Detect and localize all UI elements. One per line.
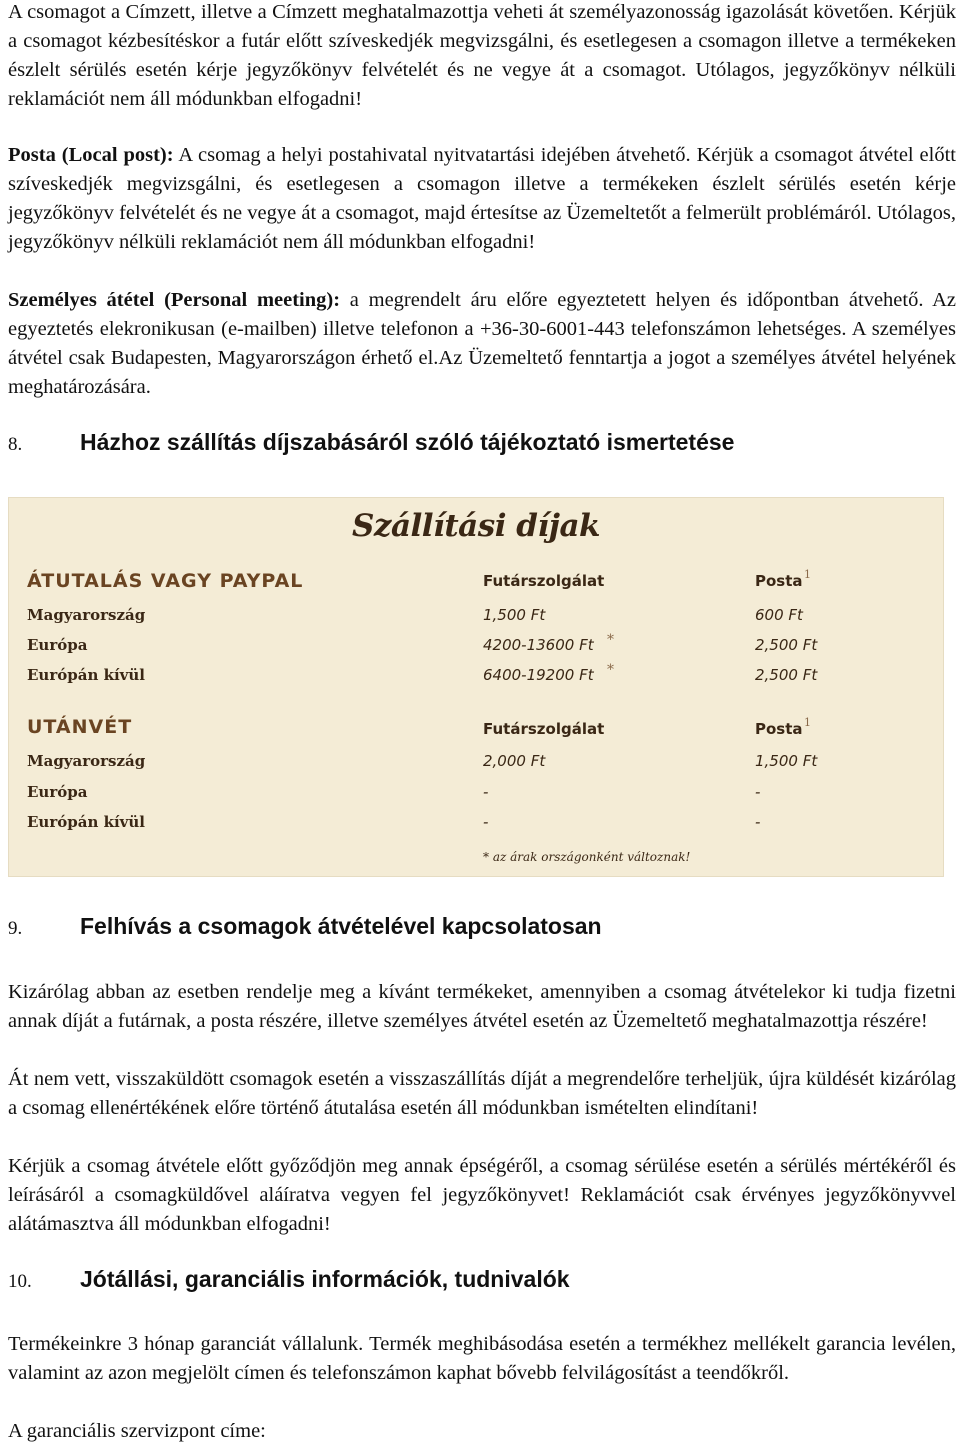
section-8-number: 8. bbox=[8, 434, 23, 455]
column-courier-cod: Futárszolgálat bbox=[483, 720, 605, 738]
row-label-hungary-cod: Magyarország bbox=[27, 752, 146, 770]
asterisk-europe: * bbox=[607, 632, 614, 648]
section-10-number: 10. bbox=[8, 1271, 32, 1292]
paragraph-payment-ability: Kizárólag abban az esetben rendelje meg a kívánt termékeket, amennyiben a csomag átvételekor ki tudja fizetni annak díját a futárnak, a posta részére, illetve személyes átvétel esetén az Üzemeltető meghatalmazottja részére! bbox=[8, 981, 956, 1032]
price-courier-outside-europe: 6400-19200 Ft bbox=[483, 666, 594, 684]
footnote-mark-cod: 1 bbox=[804, 716, 811, 729]
paragraph-local-post bbox=[8, 141, 956, 257]
price-courier-europe: 4200-13600 Ft bbox=[483, 636, 594, 654]
row-label-outside-europe-cod: Európán kívül bbox=[27, 813, 145, 831]
section-9-heading bbox=[8, 912, 602, 943]
section-8-title: Házhoz szállítás díjszabásáról szóló tájékoztató ismertetése bbox=[80, 429, 735, 455]
personal-meeting-label: Személyes átétel (Personal meeting): bbox=[8, 289, 341, 311]
price-post-europe-cod: - bbox=[755, 783, 761, 801]
price-courier-hungary-cod: 2,000 Ft bbox=[483, 752, 546, 770]
price-courier-outside-europe-cod: - bbox=[483, 813, 489, 831]
section-10-title: Jótállási, garanciális információk, tudnivalók bbox=[80, 1266, 570, 1292]
shipping-fees-title: Szállítási díjak bbox=[351, 508, 601, 544]
price-post-hungary-cod: 1,500 Ft bbox=[755, 752, 818, 770]
local-post-text: A csomag a helyi postahivatal nyitvatartási idejében átvehető. Kérjük a csomagot átvétel előtt szíveskedjék megvizsgálni, és esetlegesen a csomagon illetve a termékeken észlelt sérülés esetén kérje jegyzőkönyv felvételét és ne vegye át a csomagot, majd értesítse az Üzemeltetőt a felmerült problémáról. Utólagos, jegyzőkönyv nélküli reklamációt nem áll módunkban elfogadni! bbox=[8, 144, 956, 253]
group-heading-cod: UTÁNVÉT bbox=[27, 716, 133, 738]
column-courier: Futárszolgálat bbox=[483, 572, 605, 590]
section-9-number: 9. bbox=[8, 918, 23, 939]
asterisk-outside-europe: * bbox=[607, 662, 614, 678]
price-post-outside-europe: 2,500 Ft bbox=[755, 666, 818, 684]
paragraph-personal-meeting bbox=[8, 286, 956, 402]
paragraph-pickup-recipient: A csomagot a Címzett, illetve a Címzett meghatalmazottja veheti át személyazonosság igazolását követően. Kérjük a csomagot kézbesítéskor a futár előtt szíveskedjék megvizsgálni, és esetlegesen a csomagon illetve a termékeken észlelt sérülés esetén kérje jegyzőkönyv felvételét és ne vegye át a csomagot. Utólagos, jegyzőkönyv nélküli reklamációt nem áll módunkban elfogadni! bbox=[8, 1, 956, 110]
price-post-hungary: 600 Ft bbox=[755, 606, 803, 624]
price-post-outside-europe-cod: - bbox=[755, 813, 761, 831]
price-note: * az árak országonként változnak! bbox=[483, 850, 691, 864]
paragraph-warranty: Termékeinkre 3 hónap garanciát vállalunk. Termék meghibásodása esetén a termékhez mellékelt garancia levélen, valamint az azon megjelölt címen és telefonszámon kaphat bővebb felvilágosítást a teendőkről. bbox=[8, 1333, 956, 1384]
row-label-europe: Európa bbox=[27, 636, 88, 654]
price-courier-europe-cod: - bbox=[483, 783, 489, 801]
personal-meeting-text: a megrendelt áru előre egyeztetett helyen és időpontban átvehető. Az egyeztetés elekronikusan (e-mailben) illetve telefonon a +36-30-6001-443 telefonszámon lehetséges. A személyes átvétel csak Budapesten, Magyarországon érhető el.Az Üzemeltető fenntartja a jogot a személyes átvétel helyének meghatározására. bbox=[8, 289, 956, 398]
column-post: Posta bbox=[755, 572, 803, 590]
column-post-cod: Posta bbox=[755, 720, 803, 738]
price-courier-hungary: 1,500 Ft bbox=[483, 606, 546, 624]
paragraph-service-address: A garanciális szervizpont címe: bbox=[8, 1420, 266, 1442]
local-post-label: Posta (Local post): bbox=[8, 144, 174, 166]
row-label-europe-cod: Európa bbox=[27, 783, 88, 801]
price-post-europe: 2,500 Ft bbox=[755, 636, 818, 654]
row-label-hungary: Magyarország bbox=[27, 606, 146, 624]
footnote-mark: 1 bbox=[804, 568, 811, 581]
paragraph-returned-packages: Át nem vett, visszaküldött csomagok esetén a visszaszállítás díját a megrendelőre terheljük, újra küldését kizárólag a csomag ellenértékének előre történő átutalása esetén áll módunkban ismételten elindítani! bbox=[8, 1068, 956, 1119]
group-heading-transfer: ÁTUTALÁS VAGY PAYPAL bbox=[27, 570, 304, 592]
section-9-title: Felhívás a csomagok átvételével kapcsolatosan bbox=[80, 913, 602, 939]
paragraph-damage-check: Kérjük a csomag átvétele előtt győződjön meg annak épségéről, a csomag sérülése esetén a sérülés mértékéről és leírásáról a csomagküldővel aláíratva vegyen fel jegyzőkönyvet! Reklamációt csak érvényes jegyzőkönyvvel alátámasztva áll módunkban elfogadni! bbox=[8, 1155, 956, 1235]
section-8-heading bbox=[8, 428, 734, 459]
row-label-outside-europe: Európán kívül bbox=[27, 666, 145, 684]
shipping-fees-image bbox=[8, 497, 944, 877]
section-10-heading bbox=[8, 1265, 570, 1296]
